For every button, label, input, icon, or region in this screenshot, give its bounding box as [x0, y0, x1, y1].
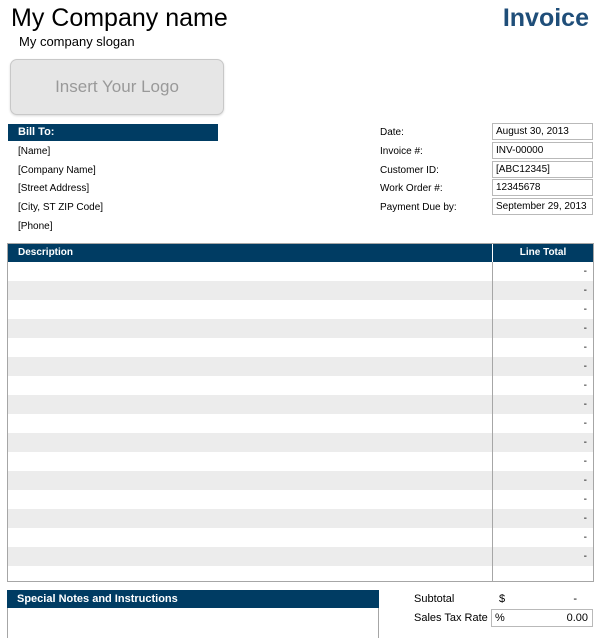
tax-rate-value: 0.00	[566, 612, 588, 624]
line-total-cell[interactable]: -	[583, 418, 587, 429]
payment-due-label: Payment Due by:	[380, 202, 457, 213]
company-slogan: My company slogan	[19, 34, 135, 49]
special-notes-header: Special Notes and Instructions	[7, 590, 379, 608]
line-total-cell[interactable]: -	[583, 285, 587, 296]
table-row	[8, 528, 593, 547]
line-total-cell[interactable]: -	[583, 513, 587, 524]
tax-rate-unit: %	[495, 612, 505, 624]
invoice-number-label: Invoice #:	[380, 146, 423, 157]
table-row	[8, 262, 593, 281]
description-cell[interactable]	[8, 376, 492, 395]
line-total-cell[interactable]: -	[583, 266, 587, 277]
date-field[interactable]: August 30, 2013	[492, 123, 593, 140]
table-row	[8, 509, 593, 528]
description-cell[interactable]	[8, 395, 492, 414]
description-column-header: Description	[18, 247, 74, 258]
table-row	[8, 414, 593, 433]
table-row	[8, 300, 593, 319]
bill-to-street[interactable]: [Street Address]	[18, 183, 90, 194]
description-cell[interactable]	[8, 471, 492, 490]
line-total-cell[interactable]: -	[583, 342, 587, 353]
line-total-cell[interactable]: -	[583, 304, 587, 315]
description-cell[interactable]	[8, 490, 492, 509]
description-cell[interactable]	[8, 281, 492, 300]
bill-to-header: Bill To:	[8, 124, 218, 141]
customer-id-field[interactable]: [ABC12345]	[492, 161, 593, 178]
table-row	[8, 319, 593, 338]
line-total-cell[interactable]: -	[583, 475, 587, 486]
company-name: My Company name	[11, 4, 228, 32]
bill-to-phone[interactable]: [Phone]	[18, 221, 53, 232]
table-row	[8, 490, 593, 509]
date-label: Date:	[380, 127, 404, 138]
subtotal-currency: $	[499, 593, 506, 605]
work-order-label: Work Order #:	[380, 183, 443, 194]
description-cell[interactable]	[8, 452, 492, 471]
table-row	[8, 452, 593, 471]
description-cell[interactable]	[8, 414, 492, 433]
description-cell[interactable]	[8, 547, 492, 566]
table-row	[8, 471, 593, 490]
line-total-cell[interactable]: -	[583, 399, 587, 410]
description-cell[interactable]	[8, 528, 492, 547]
line-items-table	[7, 243, 594, 582]
customer-id-label: Customer ID:	[380, 165, 439, 176]
line-total-cell[interactable]: -	[583, 494, 587, 505]
work-order-field[interactable]: 12345678	[492, 179, 593, 196]
invoice-number-field[interactable]: INV-00000	[492, 142, 593, 159]
line-total-cell[interactable]: -	[583, 323, 587, 334]
tax-rate-label: Sales Tax Rate	[414, 612, 488, 624]
description-cell[interactable]	[8, 300, 492, 319]
bill-to-city[interactable]: [City, ST ZIP Code]	[18, 202, 104, 213]
table-row	[8, 547, 593, 566]
line-total-cell[interactable]: -	[583, 532, 587, 543]
bill-to-company[interactable]: [Company Name]	[18, 165, 96, 176]
table-row	[8, 357, 593, 376]
table-row	[8, 281, 593, 300]
table-header	[8, 244, 593, 262]
table-row	[8, 338, 593, 357]
description-cell[interactable]	[8, 357, 492, 376]
special-notes-field[interactable]	[7, 608, 379, 638]
line-total-cell[interactable]: -	[583, 437, 587, 448]
line-total-cell[interactable]: -	[583, 380, 587, 391]
line-total-cell[interactable]: -	[583, 551, 587, 562]
description-cell[interactable]	[8, 433, 492, 452]
column-divider	[492, 262, 493, 581]
table-row	[8, 395, 593, 414]
line-total-column-header: Line Total	[519, 247, 567, 258]
description-cell[interactable]	[8, 509, 492, 528]
payment-due-field[interactable]: September 29, 2013	[492, 198, 593, 215]
table-row	[8, 376, 593, 395]
logo-placeholder[interactable]	[10, 59, 224, 115]
subtotal-label: Subtotal	[414, 593, 455, 605]
line-total-cell[interactable]: -	[583, 456, 587, 467]
description-cell[interactable]	[8, 262, 492, 281]
description-cell[interactable]	[8, 319, 492, 338]
subtotal-value: -	[573, 593, 577, 605]
line-total-cell[interactable]: -	[583, 361, 587, 372]
bill-to-name[interactable]: [Name]	[18, 146, 51, 157]
table-row	[8, 433, 593, 452]
invoice-title: Invoice	[502, 4, 589, 32]
logo-placeholder-label: Insert Your Logo	[55, 77, 179, 96]
description-cell[interactable]	[8, 338, 492, 357]
